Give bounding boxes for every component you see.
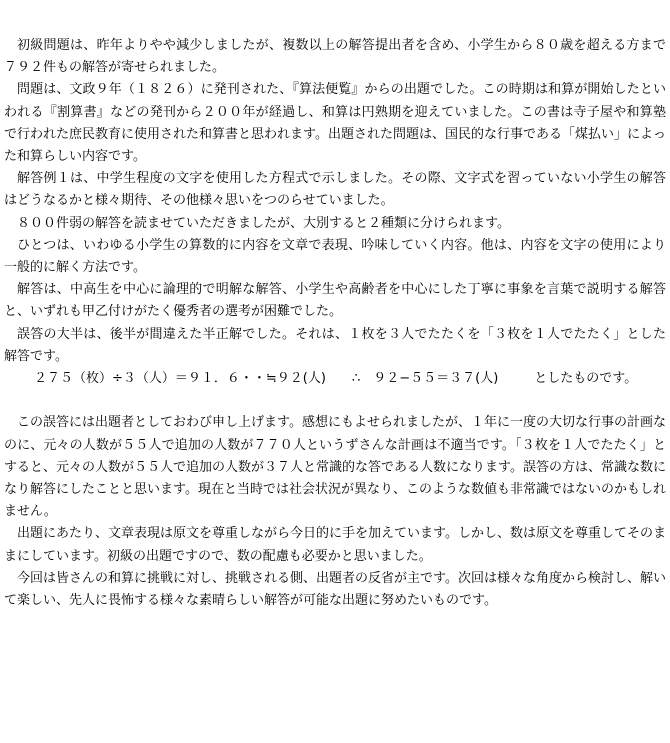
paragraph-example-answer: 解答例１は、中学生程度の文字を使用した方程式で示しました。その際、文字式を習っていない小学生の解答はどうなるかと様々期待、その他様々思いをつのらせていました。: [4, 171, 666, 209]
formula-division: ２７５（枚）÷３（人）＝９１．６・・≒９２(人): [34, 371, 326, 387]
blank-line: [4, 390, 666, 412]
paragraph-answer-types: ひとつは、いわゆる小学生の算数的に内容を文章で表現、吟味していく内容。他は、内容を文字の使用により一般的に解く方法です。: [4, 237, 666, 276]
paragraph-apology: この誤答には出題者としておわび申し上げます。感想にもよせられましたが、１年に一度の大切な行事の計画なのに、元々の人数が５５人で追加の人数が７７０人というずさんな計画は不適当です。「３枚を１人でたたく」とすると、元々の人数が５５人で追加の人数が３７人と常識的な答である人数になります。誤答の方は、常識な数になり解答にしたことと思います。現在と当時では社会状況が異なり、このような数値も非常識ではないのかもしれません。: [4, 415, 666, 520]
paragraph-original-text: 出題にあたり、文章表現は原文を尊重しながら今日的に手を加えています。しかし、数は原文を尊重してそのままにしています。初級の出題ですので、数の配慮も必要かと思いました。: [4, 526, 666, 564]
formula-line: [4, 368, 666, 390]
document-body: [4, 35, 666, 612]
paragraph-participation: 初級問題は、昨年よりやや減少しましたが、複数以上の解答提出者を含め、小学生から８０歳を超える方まで７９２件もの解答が寄せられました。: [4, 38, 666, 76]
paragraph-answer-quality: 解答は、中高生を中心に論理的で明解な解答、小学生や高齢者を中心にした丁寧に事象を言葉で説明する解答と、いずれも甲乙付けがたく優秀者の選考が困難でした。: [4, 282, 666, 320]
paragraph-reflection: 今回は皆さんの和算に挑戦に対し、挑戦される側、出題者の反省が主です。次回は様々な角度から検討し、解いて楽しい、先人に畏怖する様々な素晴らしい解答が可能な出題に努めたいものです。: [4, 570, 666, 609]
formula-trailing-text: としたものです。: [534, 371, 638, 387]
paragraph-problem-source: 問題は、文政９年（１８２６）に発刊された、『算法便覧』からの出題でした。この時期は和算が開始したといわれる『割算書』などの発刊から２００年が経過し、和算は円熟期を迎えていました。この書は寺子屋や和算塾で行われた庶民教育に使用された和算書と思われます。出題された問題は、国民的な行事である「煤払い」によった和算らしい内容です。: [4, 82, 666, 165]
formula-subtraction: ∴ ９２−５５＝３７(人): [351, 371, 499, 387]
paragraph-wrong-answers: 誤答の大半は、後半が間違えた半正解でした。それは、１枚を３人でたたくを「３枚を１人でたたく」とした解答です。: [4, 326, 666, 364]
paragraph-answer-count: ８００件弱の解答を読ませていただきましたが、大別すると２種類に分けられます。: [17, 215, 510, 231]
